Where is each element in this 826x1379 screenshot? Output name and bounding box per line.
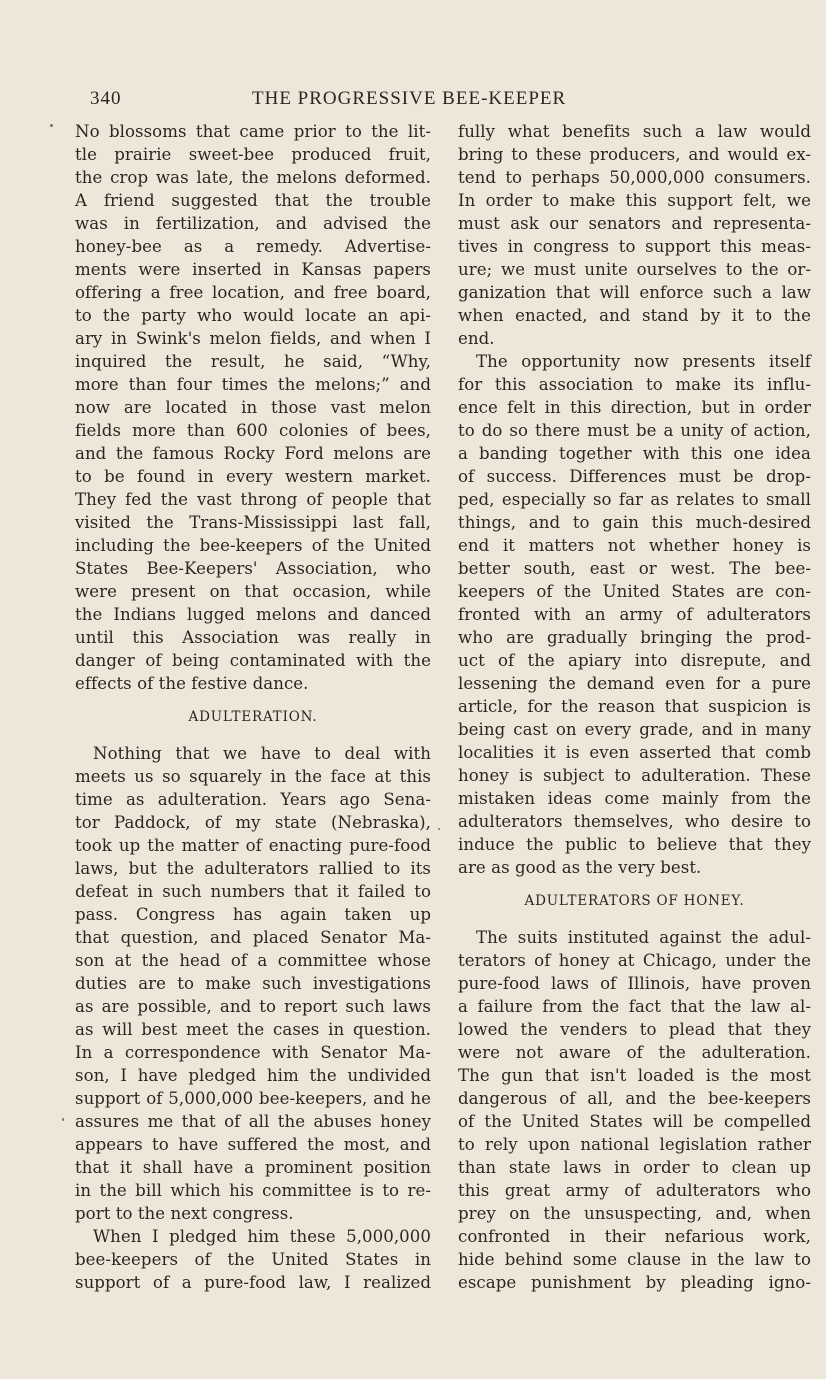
text-line: to the party who would locate an api-	[75, 306, 431, 325]
text-line: son at the head of a committee whose	[75, 951, 431, 970]
text-line: ence felt in this direction, but in order	[458, 398, 811, 417]
text-line: effects of the festive dance.	[75, 674, 309, 693]
text-line: States Bee-Keepers' Association, who	[75, 559, 431, 578]
text-line: escape punishment by pleading igno-	[458, 1273, 811, 1292]
text-line: article, for the reason that suspicion is	[458, 697, 811, 716]
text-line: port to the next congress.	[75, 1204, 294, 1223]
text-line: were present on that occasion, while	[75, 582, 431, 601]
text-line: confronted in their nefarious work,	[458, 1227, 811, 1246]
text-line: Nothing that we have to deal with	[93, 744, 431, 763]
text-line: end it matters not whether honey is	[458, 536, 811, 555]
text-line: visited the Trans-Mississippi last fall,	[75, 513, 431, 532]
text-line: were not aware of the adulteration.	[458, 1043, 811, 1062]
text-line: of the United States will be compelled	[458, 1112, 811, 1131]
text-line: fully what benefits such a law would	[458, 122, 811, 141]
text-line: than state laws in order to clean up	[458, 1158, 811, 1177]
paragraph	[75, 742, 431, 1225]
text-line: who are gradually bringing the prod-	[458, 628, 811, 647]
text-line: lowed the venders to plead that they	[458, 1020, 811, 1039]
text-line: now are located in those vast melon	[75, 398, 431, 417]
page-number: 340	[90, 88, 122, 109]
text-line: as will best meet the cases in question.	[75, 1020, 431, 1039]
text-line: localities it is even asserted that comb	[458, 743, 811, 762]
text-line: inquired the result, he said, “Why,	[75, 352, 431, 371]
section-heading-adulterators-of-honey: ADULTERATORS OF HONEY.	[524, 893, 745, 909]
paragraph	[458, 926, 811, 1294]
text-line: a banding together with this one idea	[458, 444, 811, 463]
text-line: tend to perhaps 50,000,000 consumers.	[458, 168, 811, 187]
text-line: in the bill which his committee is to re-	[75, 1181, 431, 1200]
text-line: to rely upon national legislation rather	[458, 1135, 811, 1154]
text-line: fields more than 600 colonies of bees,	[75, 421, 431, 440]
text-line: being cast on every grade, and in many	[458, 720, 811, 739]
text-line: ped, especially so far as relates to small	[458, 490, 811, 509]
running-title: THE PROGRESSIVE BEE-KEEPER	[252, 88, 567, 109]
text-line: this great army of adulterators who	[458, 1181, 811, 1200]
text-line: No blossoms that came prior to the lit-	[75, 122, 431, 141]
text-line: appears to have suffered the most, and	[75, 1135, 431, 1154]
text-line: laws, but the adulterators rallied to its	[75, 859, 431, 878]
text-line: must ask our senators and representa-	[458, 214, 811, 233]
text-line: uct of the apiary into disrepute, and	[458, 651, 811, 670]
section-heading-adulteration: ADULTERATION.	[188, 709, 318, 725]
text-line: time as adulteration. Years ago Sena-	[75, 790, 431, 809]
text-line: things, and to gain this much-desired	[458, 513, 811, 532]
text-line: They fed the vast throng of people that	[75, 490, 431, 509]
text-line: ure; we must unite ourselves to the or-	[458, 260, 811, 279]
text-line: of success. Differences must be drop-	[458, 467, 811, 486]
text-line: meets us so squarely in the face at this	[75, 767, 431, 786]
text-line: support of a pure-food law, I realized	[75, 1273, 431, 1292]
text-line: tives in congress to support this meas-	[458, 237, 811, 256]
paragraph	[458, 350, 811, 879]
text-line: keepers of the United States are con-	[458, 582, 811, 601]
text-line: honey is subject to adulteration. These	[458, 766, 811, 785]
text-line: dangerous of all, and the bee-keepers	[458, 1089, 811, 1108]
text-line: a failure from the fact that the law al-	[458, 997, 811, 1016]
text-line: better south, east or west. The bee-	[458, 559, 811, 578]
right-column	[458, 120, 811, 1294]
text-line: and the famous Rocky Ford melons are	[75, 444, 431, 463]
running-header	[90, 88, 620, 114]
text-line: support of 5,000,000 bee-keepers, and he	[75, 1089, 431, 1108]
paper-speck	[438, 828, 440, 830]
text-line: danger of being contaminated with the	[75, 651, 431, 670]
text-line: pass. Congress has again taken up	[75, 905, 431, 924]
text-line: the crop was late, the melons deformed.	[75, 168, 431, 187]
text-line: In a correspondence with Senator Ma-	[75, 1043, 431, 1062]
text-line: bring to these producers, and would ex-	[458, 145, 811, 164]
text-line: until this Association was really in	[75, 628, 431, 647]
text-line: assures me that of all the abuses honey	[75, 1112, 431, 1131]
text-line: including the bee-keepers of the United	[75, 536, 431, 555]
text-line: son, I have pledged him the undivided	[75, 1066, 431, 1085]
paragraph	[75, 120, 431, 695]
text-line: was in fertilization, and advised the	[75, 214, 431, 233]
text-line: as are possible, and to report such laws	[75, 997, 431, 1016]
paragraph	[458, 120, 811, 350]
text-line: lessening the demand even for a pure	[458, 674, 811, 693]
text-line: are as good as the very best.	[458, 858, 702, 877]
text-line: bee-keepers of the United States in	[75, 1250, 431, 1269]
text-line: A friend suggested that the trouble	[75, 191, 431, 210]
left-column	[75, 120, 431, 1294]
paragraph	[75, 1225, 431, 1294]
text-line: The gun that isn't loaded is the most	[458, 1066, 811, 1085]
text-line: tor Paddock, of my state (Nebraska),	[75, 813, 431, 832]
paper-speck	[50, 124, 53, 127]
text-line: ments were inserted in Kansas papers	[75, 260, 431, 279]
text-line: for this association to make its influ-	[458, 375, 811, 394]
text-line: end.	[458, 329, 495, 348]
text-line: The suits instituted against the adul-	[476, 928, 811, 947]
text-line: that question, and placed Senator Ma-	[75, 928, 431, 947]
text-line: the Indians lugged melons and danced	[75, 605, 431, 624]
text-line: hide behind some clause in the law to	[458, 1250, 811, 1269]
text-line: In order to make this support felt, we	[458, 191, 811, 210]
text-line: more than four times the melons;” and	[75, 375, 431, 394]
text-line: to be found in every western market.	[75, 467, 431, 486]
text-line: honey-bee as a remedy. Advertise-	[75, 237, 431, 256]
text-line: fronted with an army of adulterators	[458, 605, 811, 624]
text-line: to do so there must be a unity of action,	[458, 421, 811, 440]
text-line: mistaken ideas come mainly from the	[458, 789, 811, 808]
text-line: The opportunity now presents itself	[476, 352, 811, 371]
paper-speck	[62, 1118, 64, 1121]
text-line: adulterators themselves, who desire to	[458, 812, 811, 831]
text-line: When I pledged him these 5,000,000	[93, 1227, 431, 1246]
text-line: tle prairie sweet-bee produced fruit,	[75, 145, 431, 164]
text-line: when enacted, and stand by it to the	[458, 306, 811, 325]
text-line: took up the matter of enacting pure-food	[75, 836, 431, 855]
text-line: induce the public to believe that they	[458, 835, 811, 854]
text-line: offering a free location, and free board,	[75, 283, 431, 302]
text-line: ary in Swink's melon fields, and when I	[75, 329, 431, 348]
text-line: duties are to make such investigations	[75, 974, 431, 993]
text-line: ganization that will enforce such a law	[458, 283, 811, 302]
text-line: that it shall have a prominent position	[75, 1158, 431, 1177]
text-line: defeat in such numbers that it failed to	[75, 882, 431, 901]
text-line: pure-food laws of Illinois, have proven	[458, 974, 811, 993]
text-line: prey on the unsuspecting, and, when	[458, 1204, 811, 1223]
text-line: terators of honey at Chicago, under the	[458, 951, 811, 970]
